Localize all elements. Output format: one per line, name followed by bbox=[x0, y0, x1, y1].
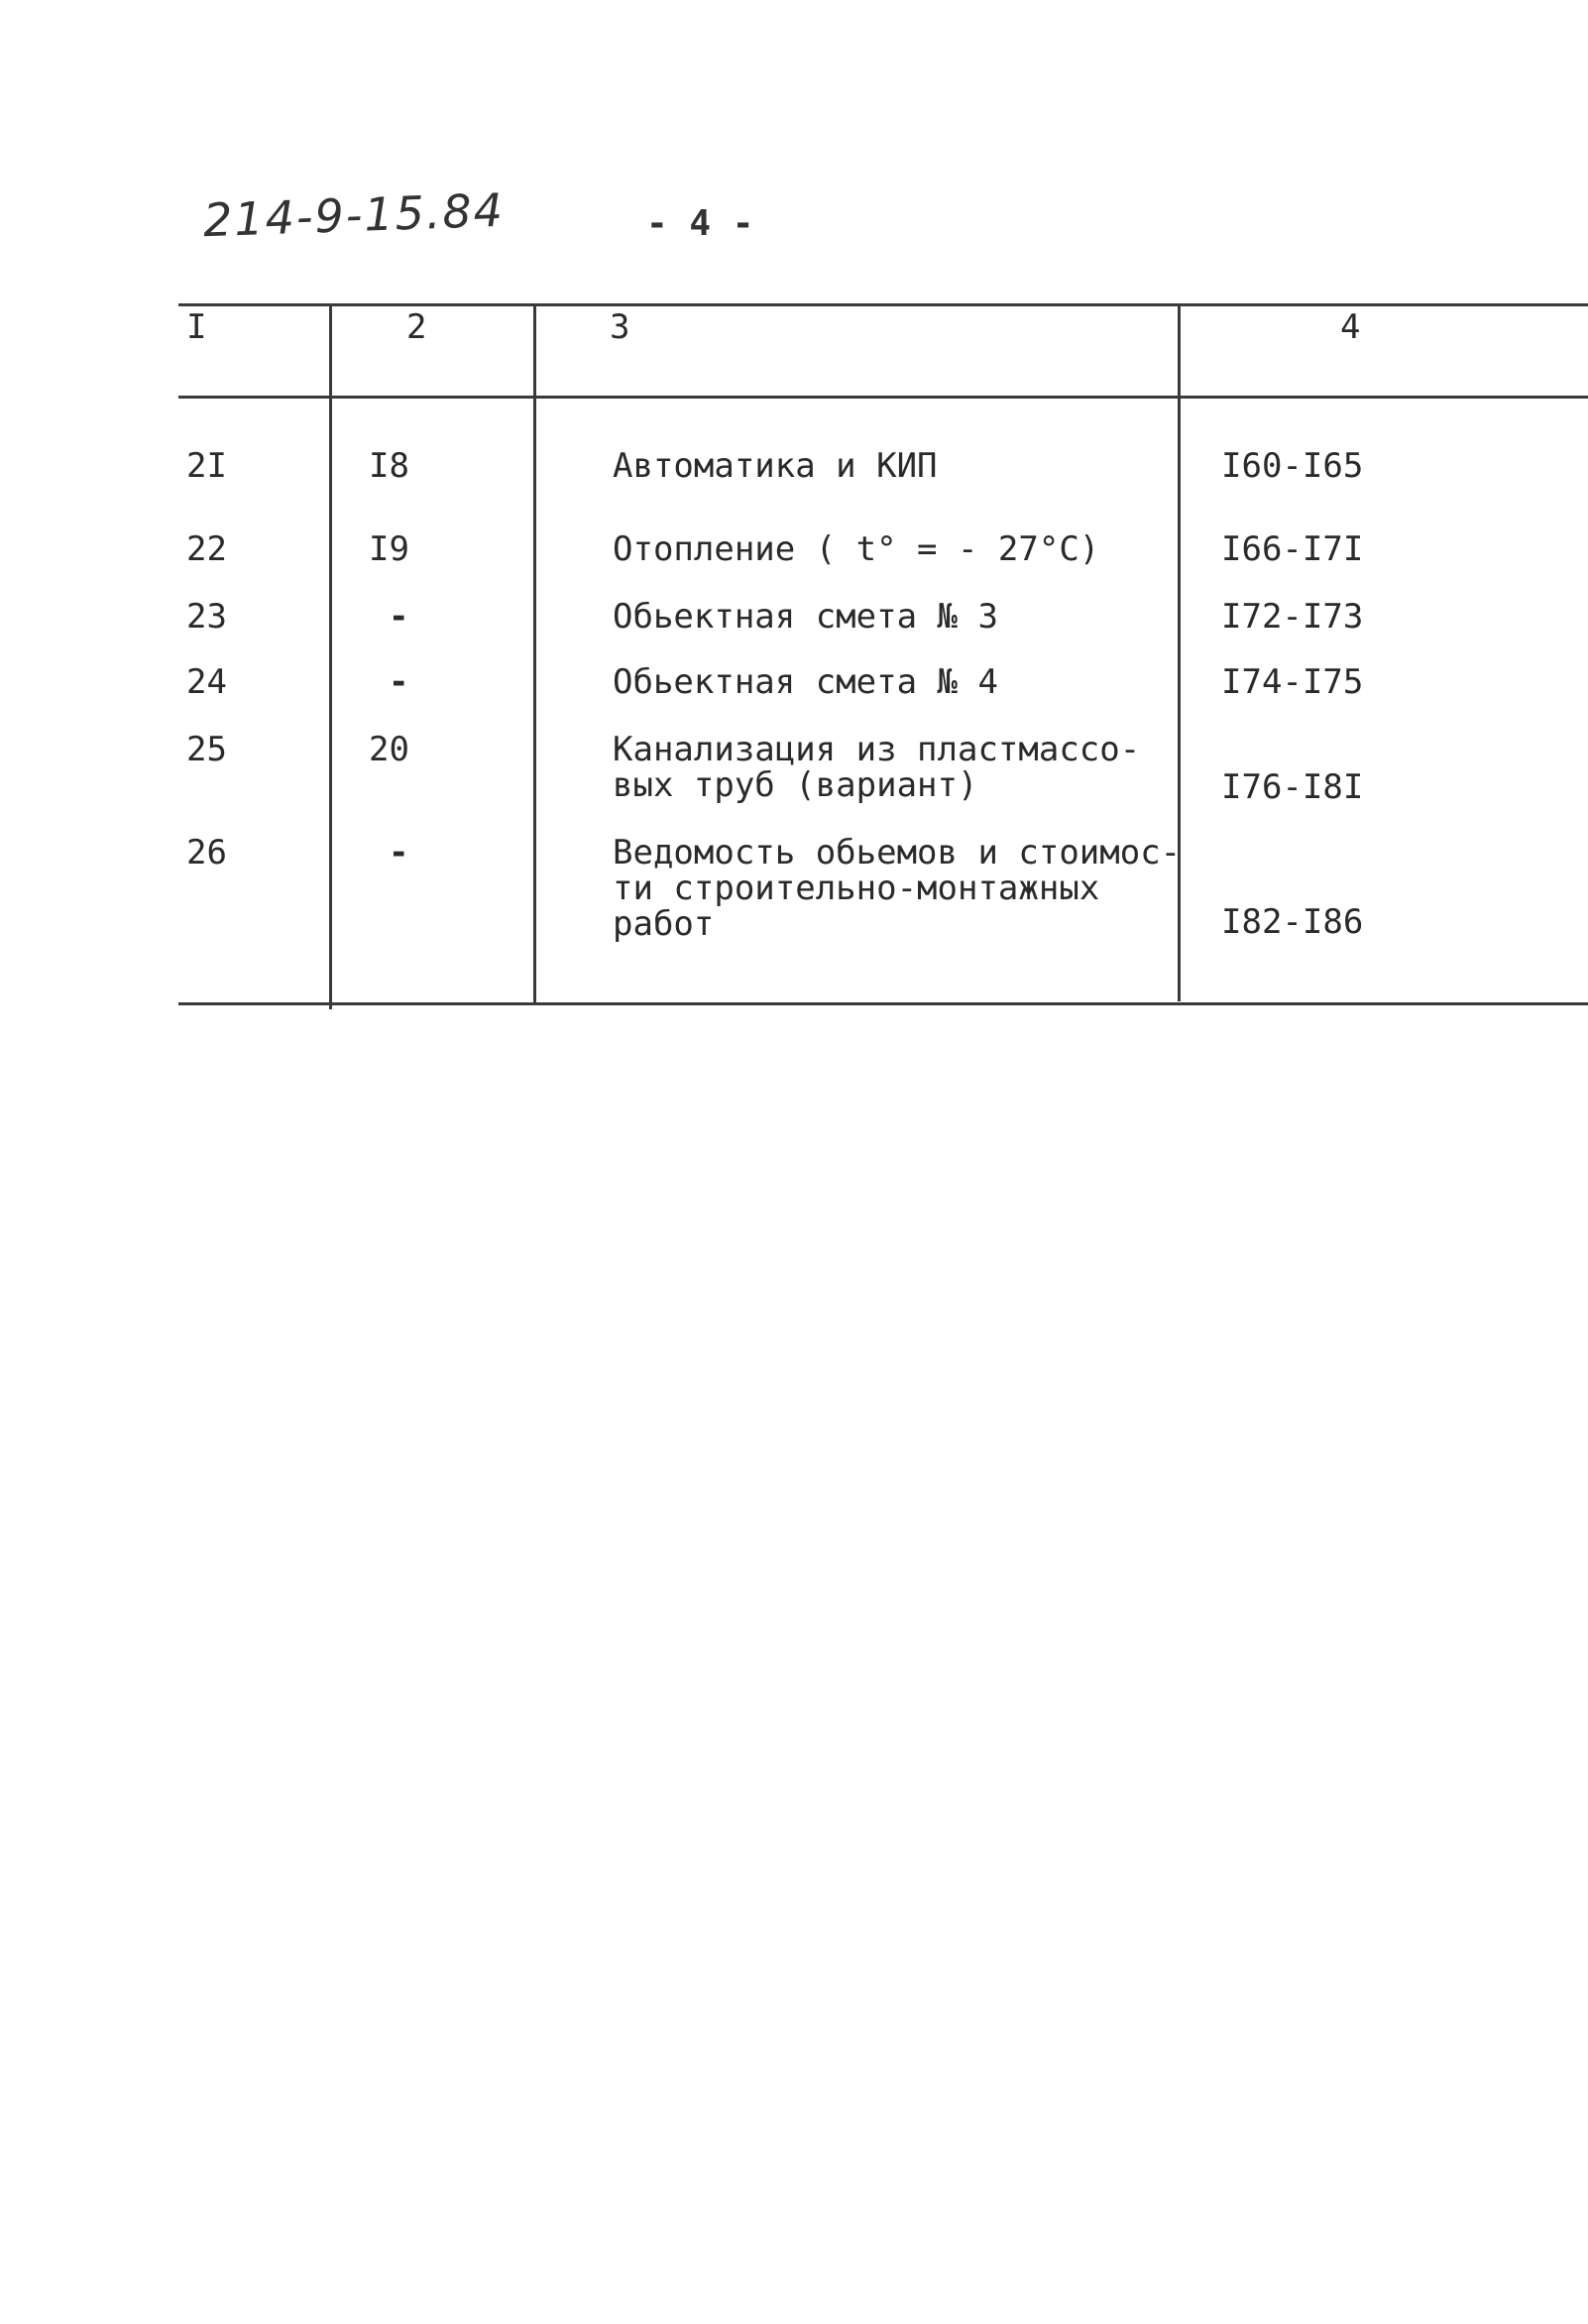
row-pages: I74-I75 bbox=[1221, 662, 1364, 702]
page-number: - 4 - bbox=[646, 203, 754, 244]
header-col-1: I bbox=[186, 307, 207, 347]
row-number: 23 bbox=[186, 597, 227, 637]
table-top-border bbox=[178, 303, 1588, 306]
row-pages: I82-I86 bbox=[1221, 902, 1364, 942]
row-title: Обьектная смета № 3 bbox=[613, 597, 998, 637]
row-title: Обьектная смета № 4 bbox=[613, 662, 998, 702]
row-title: Отопление ( t° = - 27°C) bbox=[613, 529, 1100, 569]
row-section: 20 bbox=[369, 730, 409, 769]
row-pages: I60-I65 bbox=[1221, 446, 1364, 486]
row-pages: I76-I8I bbox=[1221, 767, 1364, 807]
row-title: Автоматика и КИП bbox=[613, 446, 938, 486]
row-number: 2I bbox=[186, 446, 227, 486]
row-number: 26 bbox=[186, 833, 227, 872]
row-number: 24 bbox=[186, 662, 227, 702]
table-header-border bbox=[178, 396, 1588, 399]
row-section: I8 bbox=[369, 446, 409, 486]
row-section: - bbox=[389, 597, 409, 637]
row-number: 22 bbox=[186, 529, 227, 569]
document-code: 214-9-15.84 bbox=[202, 182, 506, 248]
header-col-4: 4 bbox=[1340, 307, 1361, 347]
row-title: Канализация из пластмассо- вых труб (вариант) bbox=[613, 730, 1141, 805]
header-col-2: 2 bbox=[406, 307, 427, 347]
row-pages: I72-I73 bbox=[1221, 597, 1364, 637]
header-col-3: 3 bbox=[610, 307, 630, 347]
row-section: I9 bbox=[369, 529, 409, 569]
row-number: 25 bbox=[186, 730, 227, 769]
column-divider-1 bbox=[329, 303, 332, 1009]
row-section: - bbox=[389, 833, 409, 872]
table-bottom-border bbox=[178, 1002, 1588, 1005]
row-title: Ведомость обьемов и стоимос- ти строительно-монтажных работ bbox=[613, 833, 1182, 944]
row-section: - bbox=[389, 662, 409, 702]
column-divider-2 bbox=[533, 303, 536, 1003]
row-pages: I66-I7I bbox=[1221, 529, 1364, 569]
